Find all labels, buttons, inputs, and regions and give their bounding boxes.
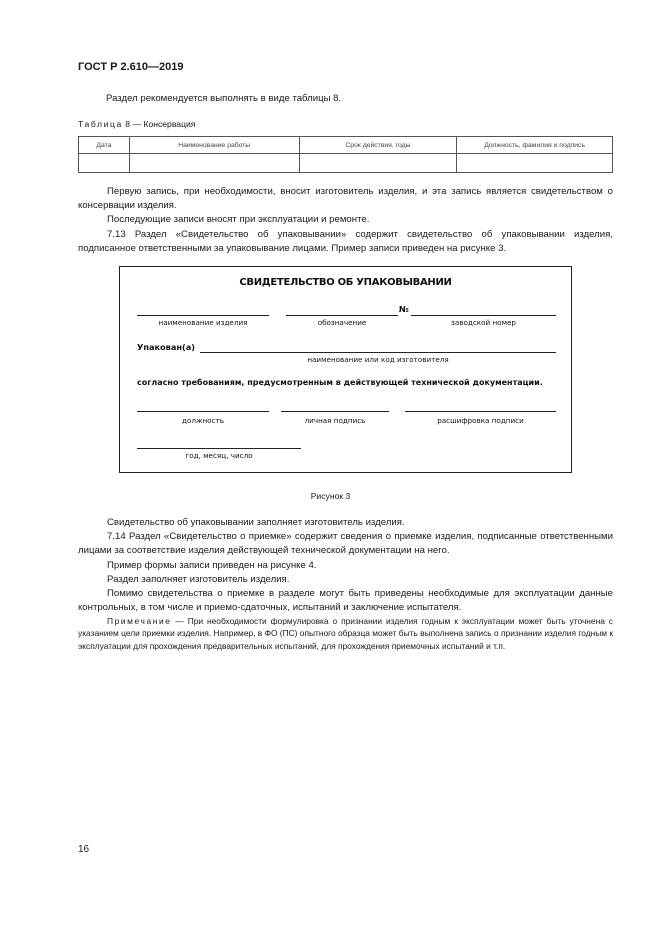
paragraph: Свидетельство об упаковывании заполняет изготовитель изделия. (107, 517, 405, 528)
figure-caption: Рисунок 3 (310, 491, 351, 501)
paragraph: Первую запись, при необходимости, вносит изготовитель изделия, и эта запись является свидетельством о консервации изделия. (78, 186, 613, 212)
note-text: — При необходимости формулировка о признании изделия годным к эксплуатации может быть уточнена с указанием цели приемки изделия. Например, в ФО (ПС) опытного образца может быть выполнена запись о признании изделия годным к эксплуатации для прохождения предварительных испытаний, для прохождения приемочных испытаний и т.п. (78, 616, 613, 651)
note-label: Примечание (107, 616, 172, 626)
column-header: Наименование работы (129, 137, 299, 154)
sub-signature: личная подпись (304, 416, 366, 425)
table-header-row (79, 137, 613, 154)
paragraph: Последующие записи вносят при эксплуатации и ремонте. (107, 214, 370, 226)
designation-line (286, 315, 398, 316)
table-cell (79, 154, 130, 173)
number-sign: № (399, 304, 409, 314)
compliance-text: согласно требованиям, предусмотренным в действующей технической документации. (137, 378, 543, 387)
serial-line (411, 315, 556, 316)
sub-designation: обозначение (317, 318, 367, 327)
paragraph: 7.14 Раздел «Свидетельство о приемке» содержит сведения о приемке изделия, подписанные ответственными лицами за соответствие изделия действующей технической документации на него. (78, 531, 613, 557)
name-line (137, 315, 269, 316)
sub-name: наименование изделия (158, 318, 248, 327)
table-cell (129, 154, 299, 173)
position-line (137, 411, 269, 412)
column-header: Срок действия, годы (299, 137, 457, 154)
table-cell (457, 154, 613, 173)
table-row (79, 154, 613, 173)
column-header: Дата (79, 137, 130, 154)
column-header: Должность, фамилия и подпись (457, 137, 613, 154)
intro-paragraph: Раздел рекомендуется выполнять в виде таблицы 8. (106, 93, 342, 104)
paragraph: Раздел заполняет изготовитель изделия. (107, 573, 290, 585)
section-text-b (78, 516, 613, 615)
sub-decoding: расшифровка подписи (437, 416, 524, 425)
signature-line (281, 411, 389, 412)
paragraph: Пример формы записи приведен на рисунке 4. (107, 559, 317, 571)
certificate-figure (119, 266, 572, 473)
table-cell (299, 154, 457, 173)
table-caption (78, 119, 195, 129)
note-block (78, 615, 613, 652)
date-line (137, 448, 301, 449)
document-header: ГОСТ Р 2.610—2019 (78, 61, 184, 73)
certificate-title: СВИДЕТЕЛЬСТВО ОБ УПАКОВЫВАНИИ (239, 277, 452, 288)
page-number: 16 (78, 844, 90, 855)
sub-serial: заводской номер (451, 318, 516, 327)
sub-date: год, месяц, число (185, 451, 253, 460)
manufacturer-line (200, 352, 556, 353)
section-text-a (78, 185, 613, 256)
table-caption-text: 8 — Консервация (125, 119, 196, 129)
paragraph: Помимо свидетельства о приемке в разделе могут быть приведены необходимые для эксплуатации данные контрольных, в том числе и приемо-сдаточных, испытаний и заключение испытателя. (78, 588, 613, 614)
sub-manufacturer: наименование или код изготовителя (307, 355, 449, 364)
paragraph: 7.13 Раздел «Свидетельство об упаковывании» содержит свидетельство об упаковывании изделия, подписанное ответственными за упаковывание лицами. Пример записи приведен на рисунке 3. (78, 228, 613, 254)
decoding-line (405, 411, 556, 412)
sub-position: должность (182, 416, 224, 425)
conservation-table (78, 136, 613, 173)
table-caption-label: Таблица (78, 119, 123, 129)
packed-label: Упакован(а) (137, 342, 196, 352)
